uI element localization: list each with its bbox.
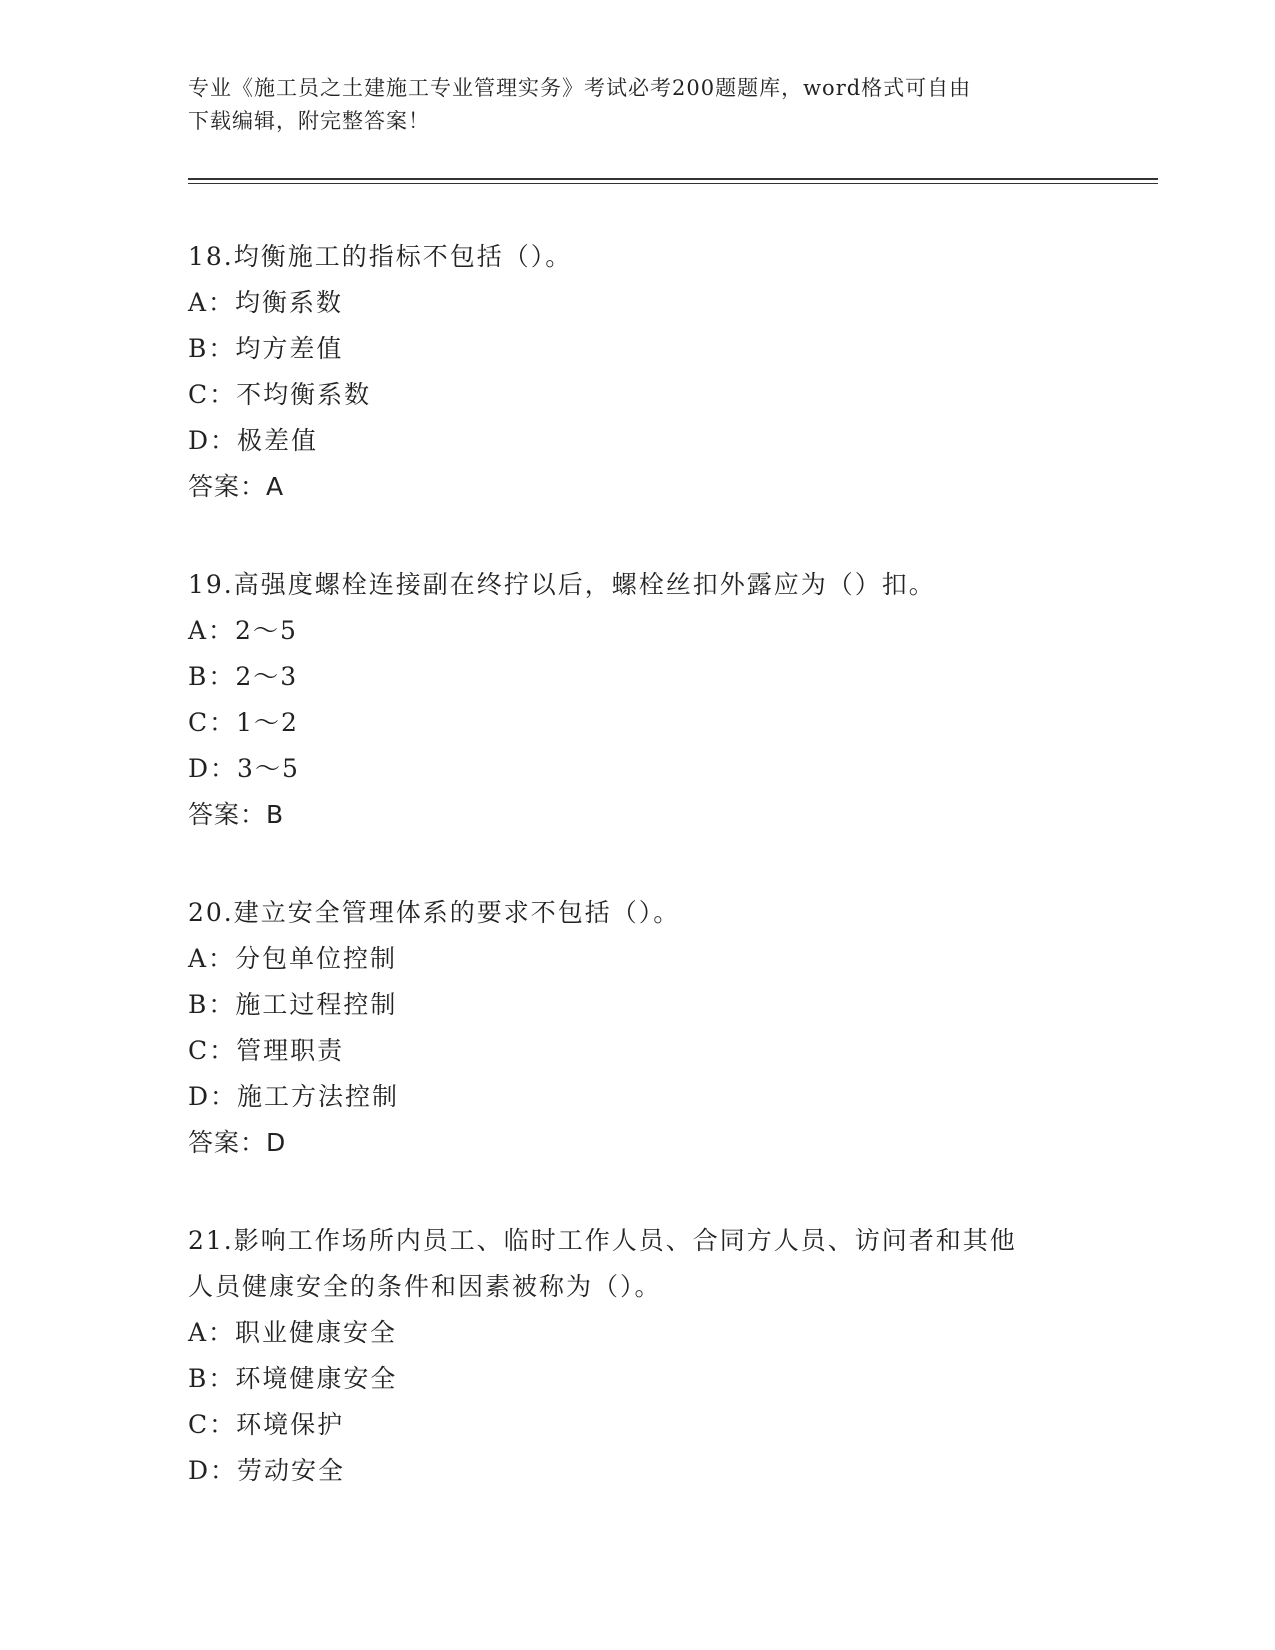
option-b: B：2～3 — [188, 662, 299, 691]
option-c: C：管理职责 — [188, 1036, 345, 1065]
question-list — [188, 234, 1088, 1546]
answer-line: 答案：B — [188, 800, 285, 829]
option-c: C：1～2 — [188, 708, 299, 737]
question-18 — [188, 234, 1088, 510]
option-b: B：施工过程控制 — [188, 990, 398, 1019]
answer-line: 答案：D — [188, 1128, 287, 1157]
header-line-2: 下载编辑，附完整答案！ — [188, 109, 430, 133]
header-divider-thick — [188, 178, 1158, 180]
question-21 — [188, 1218, 1088, 1494]
header-divider-thin — [188, 183, 1158, 184]
question-20 — [188, 890, 1088, 1166]
question-stem: 19.高强度螺栓连接副在终拧以后，螺栓丝扣外露应为（）扣。 — [188, 570, 936, 599]
option-a: A：2～5 — [188, 616, 298, 645]
option-c: C：不均衡系数 — [188, 380, 372, 409]
option-d: D：施工方法控制 — [188, 1082, 400, 1111]
option-b: B：均方差值 — [188, 334, 344, 363]
question-stem-line-2: 人员健康安全的条件和因素被称为（）。 — [188, 1272, 662, 1301]
question-stem: 20.建立安全管理体系的要求不包括（）。 — [188, 898, 681, 927]
question-19 — [188, 562, 1088, 838]
option-b: B：环境健康安全 — [188, 1364, 398, 1393]
option-d: D：3～5 — [188, 754, 300, 783]
option-d: D：劳动安全 — [188, 1456, 346, 1485]
question-stem: 18.均衡施工的指标不包括（）。 — [188, 242, 573, 271]
option-a: A：分包单位控制 — [188, 944, 398, 973]
option-a: A：均衡系数 — [188, 288, 344, 317]
option-d: D：极差值 — [188, 426, 319, 455]
answer-line: 答案：A — [188, 472, 285, 501]
question-stem-line-1: 21.影响工作场所内员工、临时工作人员、合同方人员、访问者和其他 — [188, 1226, 1017, 1255]
option-a: A：职业健康安全 — [188, 1318, 398, 1347]
document-header — [188, 72, 1088, 138]
header-line-1: 专业《施工员之土建施工专业管理实务》考试必考200题题库，word格式可自由 — [188, 76, 972, 100]
option-c: C：环境保护 — [188, 1410, 345, 1439]
